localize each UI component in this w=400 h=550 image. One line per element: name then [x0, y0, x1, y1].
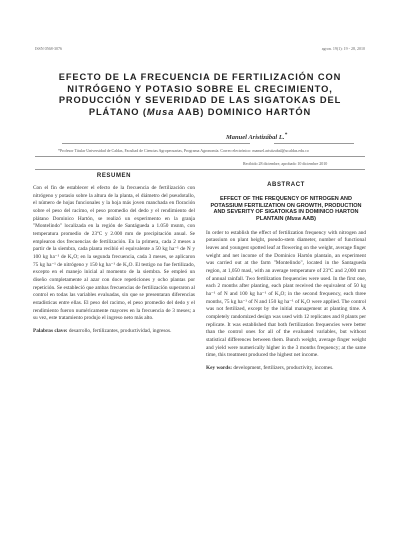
resumen-body: Con el fin de establecer el efecto de la frecuencia de fertilización con nitrógeno y potasio sobre la altura de la planta, el diámetro del pseudotallo, el número de hojas funcionales y la hoja más joven manchada en floración sobre el peso del racimo, el peso promedio del dedo y el rendimiento del plátano Dominico Hartón, se realizó un experimento en la granja "Montelindo" localizada en la región de Santágueda a 1.050 msnm, con temperatura promedio de 23ºC y 2.000 mm de precipitación anual. Se emplearon dos frecuencias de fertilización. En la primera, cada 2 meses a partir de la siembra, cada planta recibió el equivalente a 50 kg ha⁻¹ de N y 100 kg ha⁻¹ de K₂O; en la segunda frecuencia, cada 3 meses, se aplicaron 75 kg ha⁻¹ de nitrógeno y 150 kg ha⁻¹ de K₂O. El testigo no fue fertilizado, excepto en el manejo inicial al momento de la siembra. Se empleó un diseño completamente al azar con doce repeticiones y ocho plantas por repetición. Se estableció que ambas frecuencias de fertilización superaron al control en todas las variables evaluadas, sin que se presentaran diferencias estadísticas entre ellas. El peso del racimo, el peso promedio del dedo y el rendimiento fueron numéricamente mayores en la frecuencia de 3 meses; a su vez, este tratamiento produjo el ingreso neto más alto. — [33, 185, 195, 322]
abstract-keywords — [206, 365, 366, 373]
title-line-4-pre: PLÁTANO ( — [88, 106, 147, 117]
journal-citation: agron. 19(1): 19 - 28, 2010 — [321, 46, 365, 51]
issn-header: ISSN 0568-3076 — [35, 46, 63, 51]
title-line-2: NITRÓGENO Y POTASIO SOBRE EL CRECIMIENTO, — [67, 83, 333, 94]
abstract-column — [206, 183, 366, 378]
english-title-text: EFFECT OF THE FREQUENCY OF NITROGEN AND POTASSIUM FERTILIZATION ON GROWTH, PRODUCTION AND SEVERITY OF SIGATOKAS IN DOMINICO HARTON PLANTAIN ( — [210, 196, 362, 223]
english-title-species: Musa — [286, 216, 301, 223]
abstract-keywords-label: Key words: — [206, 364, 233, 371]
author-rule-left — [62, 143, 250, 144]
author-rule-right — [274, 143, 354, 144]
english-title-end: AAB) — [300, 216, 316, 223]
received-dates: Recibido 28 diciembre, aprobado 10 diciembre 2010 — [243, 161, 328, 166]
title-line-1: EFECTO DE LA FRECUENCIA DE FERTILIZACIÓN CON — [58, 72, 342, 82]
author-footnote-mark: * — [284, 132, 288, 138]
article-title — [36, 72, 364, 118]
resumen-keywords-label: Palabras clave: — [33, 327, 68, 334]
author-name-text: Manuel Aristizábal L. — [226, 134, 285, 142]
resumen-keywords-text: desarrollo, fertilizantes, productividad, ingresos. — [67, 327, 172, 334]
title-species-italic: Musa — [146, 106, 175, 117]
author-name — [226, 132, 287, 141]
title-line-4-post: AAB) DOMINICO HARTÓN — [174, 106, 312, 117]
resumen-heading: RESUMEN — [96, 173, 132, 179]
resumen-keywords — [33, 328, 195, 336]
abstract-keywords-text: development, fertilizers, productivity, incomes. — [232, 364, 334, 371]
title-line-4 — [36, 107, 364, 119]
abstract-heading: ABSTRACT — [267, 182, 305, 188]
english-title — [206, 196, 366, 223]
resumen-column — [33, 173, 195, 340]
title-line-3: PRODUCCIÓN Y SEVERIDAD DE LAS SIGATOKAS DEL — [58, 95, 342, 106]
author-affiliation: *Profesor Titular Universidad de Caldas, Facultad de Ciencias Agropecuarias, Programa Agronomía. Correo electrónico: manuel.aristizabal@ucaldas.edu.co — [58, 148, 309, 153]
divider-bottom — [35, 169, 365, 170]
abstract-body: In order to establish the effect of fertilization frequency with nitrogen and potassium on plant height, pseudo-stem diameter, number of functional leaves and youngest spotted leaf at flowering on the weight, average finger weight and net income of the Dominico Hartón plantain, an experiment was carried out at the farm "Montelindo", located in the Santagueda region, at 1,050 masl, with an average temperature of 23ºC and 2,000 mm of annual rainfall. Two fertilization frequencies were used. In the first one, each 2 months after planting, each plant received the equivalent of 50 kg ha⁻¹ of N and 100 kg ha⁻¹ of K₂O; in the second frequency, each three months, 75 kg ha⁻¹ of N and 150 kg ha⁻¹ of K₂O were applied. The control was not fertilized, except by the initial management at planting time. A completely randomized design was used with 12 replicates and 8 plants per replicate. It was established that both fertilization frequencies were better than the control ones for all of the evaluated variables, but without statistical differences between them. Bunch weight, average finger weight and yield were numerically higher in the 3 months frequency; at the same time, this treatment produced the highest net income. — [206, 229, 366, 359]
divider-top — [35, 156, 365, 157]
